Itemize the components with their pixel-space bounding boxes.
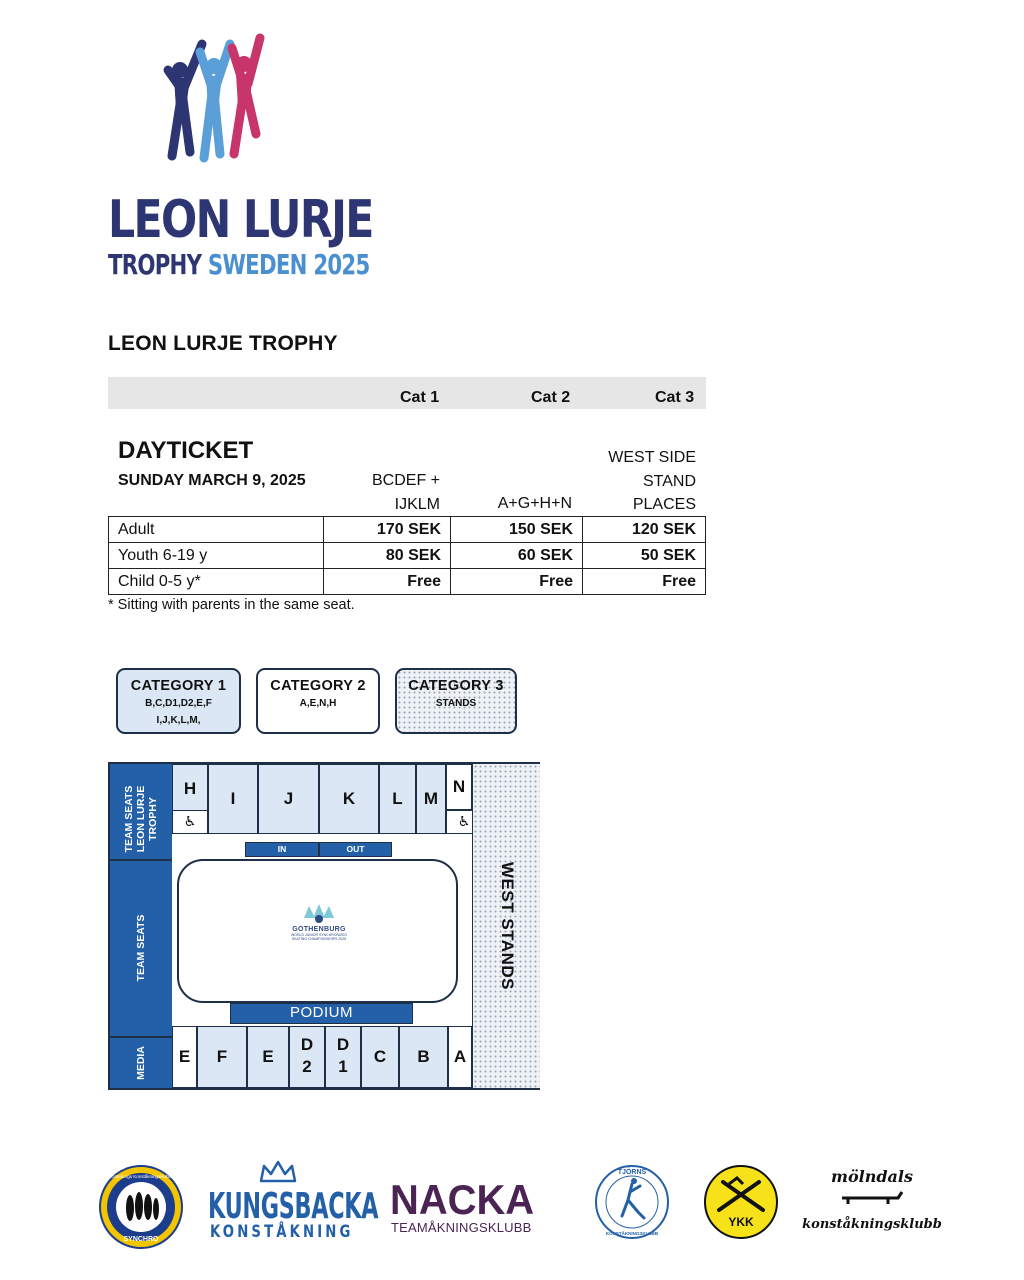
crown-icon xyxy=(258,1160,298,1184)
logo-sweden-year: SWEDEN 2025 xyxy=(207,248,370,281)
ykk-emblem-icon xyxy=(703,1164,779,1240)
section-i[interactable] xyxy=(208,764,258,834)
section-f[interactable] xyxy=(197,1026,247,1088)
section-label: C xyxy=(373,1047,387,1066)
section-b[interactable] xyxy=(399,1026,448,1088)
page-title: LEON LURJE TROPHY xyxy=(108,332,338,355)
team-seats-trophy-label xyxy=(123,772,159,866)
section-d1[interactable] xyxy=(325,1026,361,1088)
molndals-top-text: mölndals xyxy=(831,1167,913,1186)
leon-lurje-logo xyxy=(100,30,373,281)
nacka-title: NACKA xyxy=(390,1176,535,1223)
price-cat3: Free xyxy=(583,569,706,595)
gothenburg-crown-icon xyxy=(301,902,337,924)
side-label-line: LEON LURJE xyxy=(135,785,147,853)
legend-title: CATEGORY 1 xyxy=(130,678,227,694)
section-label: B xyxy=(417,1047,430,1066)
section-label: I xyxy=(230,789,236,808)
cat1-header: Cat 1 xyxy=(400,389,440,406)
cat3-sections-line1: WEST SIDE xyxy=(608,449,696,466)
section-d2[interactable] xyxy=(289,1026,325,1088)
side-label-line: TEAM SEATS xyxy=(123,785,135,853)
cat3-sections-line3: PLACES xyxy=(632,496,696,513)
cat3-sections-line2: STAND xyxy=(642,472,696,490)
section-label: D xyxy=(300,1035,314,1054)
section-label: M xyxy=(423,789,439,808)
logo-trophy-word: TROPHY xyxy=(108,248,202,281)
section-label: K xyxy=(342,789,356,808)
media-block xyxy=(110,1038,172,1088)
wheelchair-icon: ♿ xyxy=(446,810,482,834)
section-label: F xyxy=(216,1047,228,1066)
price-cat3: 50 SEK xyxy=(583,543,706,569)
media-label: MEDIA xyxy=(135,1046,147,1080)
legend-sections: I,J,K,L,M, xyxy=(156,715,201,726)
price-label: Youth 6-19 y xyxy=(109,543,324,569)
section-n[interactable] xyxy=(446,764,472,810)
category-header-bar xyxy=(108,377,706,409)
section-m[interactable] xyxy=(416,764,446,834)
section-label: E xyxy=(178,1047,191,1066)
nacka-logo xyxy=(390,1176,555,1242)
arena-seating-map xyxy=(108,762,540,1090)
legend-title: CATEGORY 2 xyxy=(270,678,366,694)
cat2-sections: A+G+H+N xyxy=(497,495,572,512)
gothenburg-logo-sub: SKATING CHAMPIONSHIPS 2025 xyxy=(291,937,347,941)
legend-category-3 xyxy=(395,668,517,734)
cat3-sections xyxy=(586,446,696,517)
footnote: * Sitting with parents in the same seat. xyxy=(108,597,355,613)
in-gate: IN xyxy=(245,842,319,857)
section-label: D xyxy=(336,1035,350,1054)
legend-sections: B,C,D1,D2,E,F xyxy=(145,698,212,709)
section-j[interactable] xyxy=(258,764,319,834)
section-label: J xyxy=(283,789,294,808)
kungsbacka-title: KUNGSBACKA xyxy=(208,1186,379,1227)
section-e[interactable] xyxy=(247,1026,289,1088)
kungsbacka-subtitle: KONSTÅKNING xyxy=(210,1222,354,1242)
in-out-gate xyxy=(245,842,392,857)
cat3-header: Cat 3 xyxy=(655,389,695,406)
out-gate: OUT xyxy=(319,842,392,857)
dancers-figure-icon xyxy=(160,30,270,160)
price-cat2: Free xyxy=(451,569,583,595)
legend-category-1 xyxy=(116,668,241,734)
price-label: Adult xyxy=(109,517,324,543)
molndals-logo xyxy=(802,1164,942,1240)
price-cat1: Free xyxy=(324,569,451,595)
section-label: A xyxy=(453,1047,467,1066)
section-label: 1 xyxy=(338,1057,348,1076)
price-table xyxy=(108,516,706,595)
section-e-left[interactable] xyxy=(172,1026,197,1088)
gkk-synchro-text: SYNCHRO xyxy=(123,1236,159,1243)
legend-title: CATEGORY 3 xyxy=(408,678,504,694)
kungsbacka-logo xyxy=(206,1160,379,1244)
gothenburg-logo-title: GOTHENBURG xyxy=(292,926,346,933)
price-cat1: 170 SEK xyxy=(324,517,451,543)
cat1-sections xyxy=(340,469,440,516)
price-cat2: 150 SEK xyxy=(451,517,583,543)
section-label: E xyxy=(262,1047,274,1066)
section-a[interactable] xyxy=(448,1026,472,1088)
price-cat2: 60 SEK xyxy=(451,543,583,569)
gkk-synchro-logo xyxy=(98,1164,184,1250)
molndals-bottom-text: konståkningsklubb xyxy=(802,1217,942,1232)
price-cat1: 80 SEK xyxy=(324,543,451,569)
podium: PODIUM xyxy=(230,1003,413,1024)
section-k[interactable] xyxy=(319,764,379,834)
legend-sections: STANDS xyxy=(435,698,477,709)
cat1-sections-line1: BCDEF + xyxy=(371,472,440,489)
nacka-subtitle: TEAMÅKNINGSKLUBB xyxy=(391,1220,532,1235)
tjorns-top-text: TJÖRNS xyxy=(617,1169,647,1176)
section-label: L xyxy=(392,789,403,808)
gkk-ring-text: Göteborgs Konståkningsklubb xyxy=(110,1174,172,1179)
legend-sections: A,E,N,H xyxy=(299,698,337,709)
section-label: N xyxy=(452,777,466,796)
section-label: 2 xyxy=(302,1057,312,1076)
table-row xyxy=(109,543,706,569)
cat2-header: Cat 2 xyxy=(531,389,571,406)
team-seats-trophy-block xyxy=(110,764,172,861)
west-stands-label: WEST STANDS xyxy=(498,862,517,990)
ticket-type: DAYTICKET xyxy=(118,437,254,464)
tjorns-emblem-icon xyxy=(594,1164,670,1240)
price-label: Child 0-5 y* xyxy=(109,569,324,595)
table-row xyxy=(109,517,706,543)
gothenburg-championship-logo xyxy=(286,902,352,954)
table-row xyxy=(109,569,706,595)
team-seats-label: TEAM SEATS xyxy=(135,914,147,982)
price-cat3: 120 SEK xyxy=(583,517,706,543)
section-l[interactable] xyxy=(379,764,416,834)
molndals-emblem-icon xyxy=(802,1164,942,1240)
wheelchair-icon: ♿ xyxy=(172,810,208,834)
team-seats-block xyxy=(110,861,172,1038)
ykk-text: YKK xyxy=(728,1215,754,1229)
logo-subtitle xyxy=(108,248,370,281)
gkk-synchro-emblem-icon xyxy=(98,1164,184,1250)
logo-wordmark: LEON LURJE xyxy=(108,190,373,250)
section-c[interactable] xyxy=(361,1026,399,1088)
tjorns-logo xyxy=(594,1164,670,1240)
ykk-logo xyxy=(703,1164,779,1240)
cat1-sections-line2: IJKLM xyxy=(394,495,440,513)
section-label: H xyxy=(183,779,197,798)
event-date: SUNDAY MARCH 9, 2025 xyxy=(118,472,306,489)
side-label-line: TROPHY xyxy=(147,797,159,841)
legend-category-2 xyxy=(256,668,380,734)
tjorns-bottom-text: KONSTÅKNINGSKLUBB xyxy=(605,1231,659,1236)
gothenburg-logo-sub: WORLD JUNIOR SYNCHRONIZED xyxy=(290,933,347,937)
